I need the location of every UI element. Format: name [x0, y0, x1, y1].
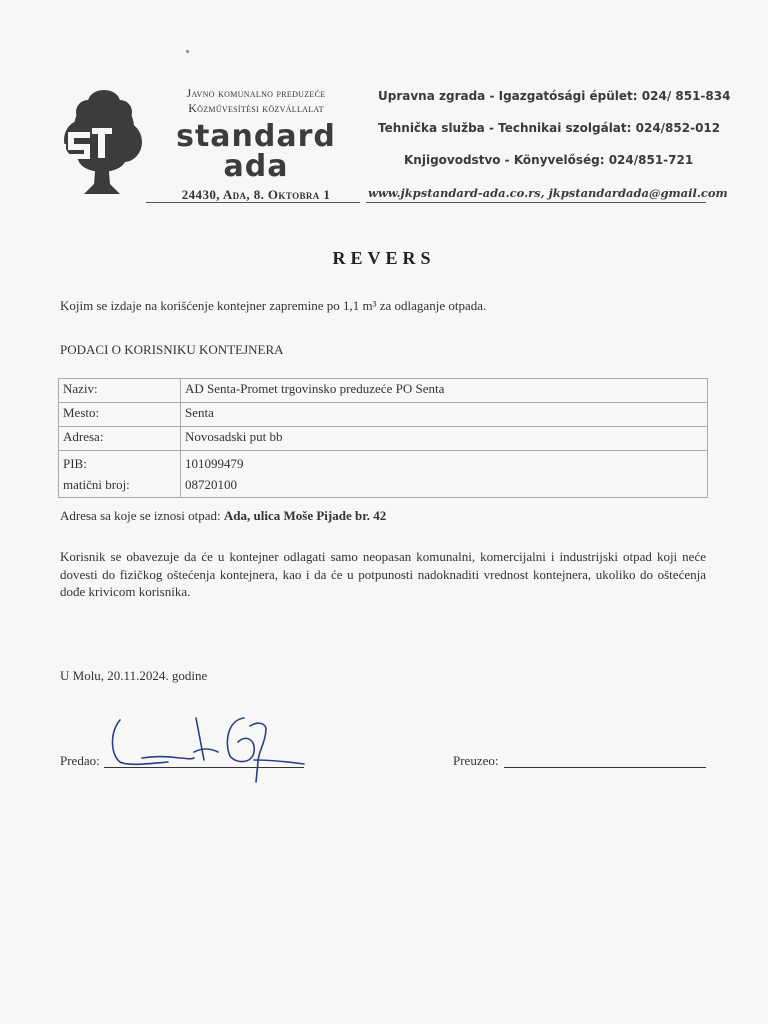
org-wordmark — [151, 118, 361, 180]
table-row-pib — [59, 451, 708, 498]
wordmark-line1: standard — [176, 119, 336, 154]
pib-values — [181, 451, 708, 498]
section-title: PODACI O KORISNIKU KONTEJNERA — [60, 342, 284, 357]
waste-source-line — [60, 508, 386, 524]
table-row-adresa — [59, 427, 708, 451]
organization-block — [148, 86, 364, 203]
wordmark-line2: ada — [223, 149, 289, 180]
given-by-label: Predao: — [60, 753, 100, 768]
org-name-serbian: Javno komunalno preduzeće — [186, 86, 326, 100]
received-by-signature-line — [504, 767, 706, 768]
user-info-table — [58, 378, 708, 498]
tree-logo-icon — [58, 88, 146, 198]
waste-source-label: Adresa sa koje se iznosi otpad: — [60, 508, 221, 523]
adresa-label: Adresa: — [59, 427, 181, 451]
table-row-naziv — [59, 379, 708, 403]
header-rule-right — [366, 202, 706, 203]
pib-value: 101099479 — [185, 456, 244, 471]
naziv-value: AD Senta-Promet trgovinsko preduzeće PO Senta — [181, 379, 708, 403]
intro-text: Kojim se izdaje na korišćenje kontejner zapremine po 1,1 m³ za odlaganje otpada. — [60, 298, 487, 313]
contact-technical: Tehnička služba - Technikai szolgálat: 024/852-012 — [378, 121, 721, 135]
scan-speck — [186, 50, 189, 53]
date-line: U Molu, 20.11.2024. godine — [60, 668, 208, 683]
header-rule-left — [146, 202, 360, 203]
table-row-mesto — [59, 403, 708, 427]
pib-labels — [59, 451, 181, 498]
contact-accounting: Knjigovodstvo - Könyvelőség: 024/851-721 — [404, 153, 694, 167]
org-name-hungarian: Közművesítési közvállalat — [188, 101, 324, 115]
mesto-value: Senta — [181, 403, 708, 427]
mb-value: 08720100 — [185, 477, 237, 492]
contact-web-email: www.jkpstandard-ada.co.rs, jkpstandardada@gmail.com — [368, 186, 728, 200]
pib-label: PIB: — [63, 456, 87, 471]
naziv-label: Naziv: — [59, 379, 181, 403]
handwritten-signature — [106, 712, 306, 784]
mesto-label: Mesto: — [59, 403, 181, 427]
contact-admin: Upravna zgrada - Igazgatósági épület: 024/ 851-834 — [378, 89, 731, 103]
adresa-value: Novosadski put bb — [181, 427, 708, 451]
obligation-clause: Korisnik se obavezuje da će u kontejner odlagati samo neopasan komunalni, komercijalni i industrijski otpad koji neće dovesti do fizičkog oštećenja kontejnera, kao i da će u potpunosti nadoknaditi vrednost kontejnera, ukoliko do oštećenja dođe krivicom korisnika. — [60, 549, 706, 599]
mb-label: matični broj: — [63, 477, 130, 492]
org-address: 24430, Ada, 8. Oktobra 1 — [181, 187, 331, 202]
waste-source-value: Ada, ulica Moše Pijade br. 42 — [223, 508, 387, 523]
received-by-label: Preuzeo: — [453, 753, 499, 768]
document-title: REVERS — [332, 248, 436, 268]
